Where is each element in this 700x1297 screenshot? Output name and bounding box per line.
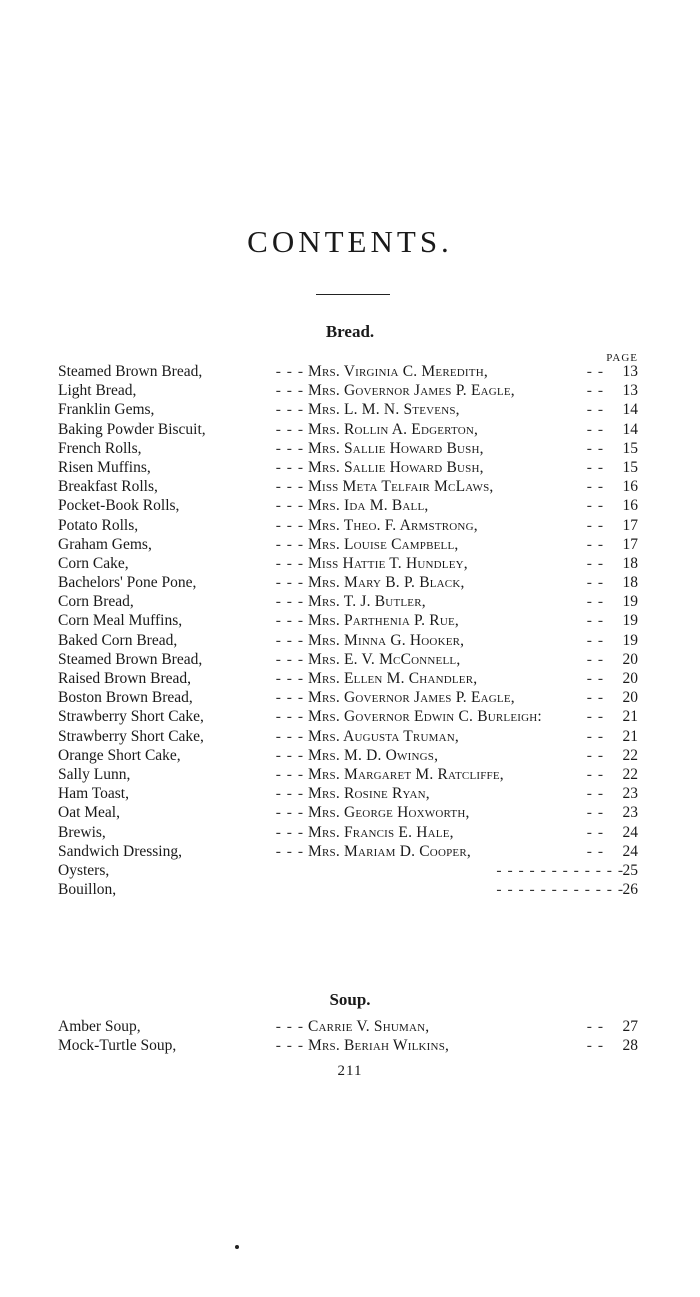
contributor-name: Mrs. Rosine Ryan, [308,785,430,803]
contributor-name: Mrs. Rollin A. Edgerton, [308,420,479,438]
dish-name: Brewis, [58,823,106,841]
leader-dashes: - - [586,458,604,476]
contributor-name: Miss Meta Telfair McLaws, [308,478,494,496]
page-number-entry: 24 [622,842,638,860]
leader-dashes: - - - [275,574,304,592]
contributor-name: Mrs. Louise Campbell, [308,535,459,553]
page-number-entry: 18 [622,554,638,572]
dish-name: Amber Soup, [58,1018,141,1035]
leader-dashes: - - - [275,785,304,803]
dish-name: Sally Lunn, [58,765,131,783]
leader-dashes: - - [586,535,604,553]
page-number-entry: 22 [622,746,638,764]
dish-name: Strawberry Short Cake, [58,708,204,726]
leader-dashes: - - - [275,727,304,745]
page-number-entry: 19 [622,631,638,649]
dish-name: Steamed Brown Bread, [58,363,203,380]
page-title: CONTENTS. [247,224,453,259]
contributor-name: Mrs. Sallie Howard Bush, [308,439,484,457]
toc-row [58,727,638,746]
leader-dashes: - - [586,708,604,726]
dish-name: Baking Powder Biscuit, [58,420,206,438]
leader-dashes: - - - [275,708,304,726]
leader-dashes: - - [586,478,604,496]
toc-row [58,420,638,439]
leader-dashes: - - [586,1037,604,1055]
toc-row [58,823,638,842]
title-rule [316,294,390,295]
toc-row [58,803,638,822]
contributor-name: Mrs. Augusta Truman, [308,727,459,745]
dish-name: Mock-Turtle Soup, [58,1037,177,1055]
leader-dashes: - - - [275,631,304,649]
leader-dashes: - - - [275,670,304,687]
page-number-entry: 21 [622,708,638,726]
leader-dashes: - - - [275,765,304,783]
leader-dashes: - - [586,765,604,783]
dish-name: Corn Cake, [58,554,129,572]
toc-row [58,381,638,400]
toc-row [58,516,638,535]
contributor-name: Mrs. Virginia C. Meredith, [308,363,488,380]
leader-dashes: - - - [275,650,304,668]
toc-row [58,573,638,592]
page-number-entry: 20 [622,650,638,668]
leader-dashes: - - [586,842,604,860]
leader-dashes: - - - - - - - - - - - - [496,861,624,879]
toc-row [58,650,638,669]
dish-name: Light Bread, [58,382,137,400]
page-number-entry: 16 [622,497,638,515]
dish-name: Raised Brown Bread, [58,670,192,687]
contributor-name: Mrs. M. D. Owings, [308,746,439,764]
dish-name: Bouillon, [58,881,117,899]
toc-row [58,746,638,765]
leader-dashes: - - [586,363,604,380]
page-number-entry: 20 [622,670,638,687]
contributor-name: Mrs. Francis E. Hale, [308,823,454,841]
page-number-entry: 16 [622,478,638,496]
leader-dashes: - - [586,785,604,803]
leader-dashes: - - [586,746,604,764]
leader-dashes: - - [586,823,604,841]
page-number-entry: 26 [622,881,638,899]
dish-name: Steamed Brown Bread, [58,650,203,668]
page-number-entry: 13 [622,382,638,400]
toc-row [58,1017,638,1036]
contributor-name: Mrs. Parthenia P. Rue, [308,612,459,630]
contributor-name: Mrs. Minna G. Hooker, [308,631,465,649]
dish-name: Baked Corn Bread, [58,631,178,649]
dish-name: Pocket-Book Rolls, [58,497,180,515]
contributor-name: Mrs. T. J. Butler, [308,593,426,611]
toc-row [58,861,638,880]
contributor-name: Mrs. Governor James P. Eagle, [308,382,515,400]
section-heading-bread: Bread. [325,322,375,341]
leader-dashes: - - - [275,593,304,611]
contributor-name: Mrs. Ida M. Ball, [308,497,429,515]
bread-contents-list [58,362,638,899]
section-heading-soup: Soup. [329,990,371,1009]
leader-dashes: - - - [275,382,304,400]
page-number-entry: 14 [622,420,638,438]
leader-dashes: - - - [275,804,304,822]
page-number-entry: 24 [622,823,638,841]
leader-dashes: - - - [275,363,304,380]
leader-dashes: - - [586,1018,604,1035]
contributor-name: Mrs. Theo. F. Armstrong, [308,516,478,534]
toc-row [58,554,638,573]
dish-name: Bachelors' Pone Pone, [58,574,197,592]
page-number-entry: 25 [622,861,638,879]
contributor-name: Carrie V. Shuman, [308,1018,430,1035]
toc-row [58,477,638,496]
contributor-name: Mrs. Sallie Howard Bush, [308,458,484,476]
leader-dashes: - - [586,420,604,438]
toc-row [58,669,638,688]
leader-dashes: - - [586,439,604,457]
contributor-name: Mrs. E. V. McConnell, [308,650,461,668]
toc-row [58,784,638,803]
contributor-name: Miss Hattie T. Hundley, [308,554,468,572]
dish-name: Oat Meal, [58,804,120,822]
leader-dashes: - - - [275,842,304,860]
leader-dashes: - - - [275,401,304,419]
leader-dashes: - - - [275,554,304,572]
toc-row [58,880,638,899]
toc-row [58,362,638,381]
leader-dashes: - - [586,497,604,515]
toc-row [58,458,638,477]
page-number: 211 [337,1063,363,1079]
print-speck [235,1245,239,1249]
contributor-name: Mrs. Governor Edwin C. Burleigh: [308,708,542,726]
page-number-entry: 27 [622,1018,638,1035]
leader-dashes: - - [586,574,604,592]
page-number-entry: 13 [622,363,638,380]
dish-name: Orange Short Cake, [58,746,181,764]
leader-dashes: - - [586,516,604,534]
page-number-entry: 17 [622,535,638,553]
leader-dashes: - - [586,382,604,400]
page-number-entry: 20 [622,689,638,707]
leader-dashes: - - - [275,689,304,707]
leader-dashes: - - - [275,746,304,764]
leader-dashes: - - - [275,497,304,515]
leader-dashes: - - [586,727,604,745]
toc-row [58,842,638,861]
page-column-label: PAGE [606,352,638,364]
leader-dashes: - - - [275,478,304,496]
page-number-entry: 28 [622,1037,638,1055]
page-number-entry: 21 [622,727,638,745]
leader-dashes: - - - - - - - - - - - - [496,881,624,899]
soup-contents-list [58,1017,638,1055]
contributor-name: Mrs. Mariam D. Cooper, [308,842,471,860]
contributor-name: Mrs. Governor James P. Eagle, [308,689,515,707]
dish-name: Potato Rolls, [58,516,139,534]
toc-row [58,1036,638,1055]
toc-row [58,439,638,458]
page-number-entry: 15 [622,458,638,476]
page-number-entry: 14 [622,401,638,419]
toc-row [58,611,638,630]
contributor-name: Mrs. L. M. N. Stevens, [308,401,460,419]
dish-name: Ham Toast, [58,785,129,803]
leader-dashes: - - [586,401,604,419]
leader-dashes: - - - [275,516,304,534]
leader-dashes: - - - [275,439,304,457]
leader-dashes: - - - [275,535,304,553]
toc-row [58,688,638,707]
page-number-entry: 22 [622,765,638,783]
leader-dashes: - - - [275,823,304,841]
dish-name: Franklin Gems, [58,401,155,419]
contributor-name: Mrs. Margaret M. Ratcliffe, [308,765,504,783]
leader-dashes: - - [586,804,604,822]
dish-name: Risen Muffins, [58,458,151,476]
contributor-name: Mrs. Ellen M. Chandler, [308,670,478,687]
leader-dashes: - - [586,612,604,630]
toc-row [58,765,638,784]
page-number-entry: 19 [622,612,638,630]
dish-name: Corn Bread, [58,593,134,611]
page-number-entry: 23 [622,785,638,803]
leader-dashes: - - [586,670,604,687]
page-number-entry: 23 [622,804,638,822]
contributor-name: Mrs. George Hoxworth, [308,804,470,822]
page-number-entry: 17 [622,516,638,534]
leader-dashes: - - [586,593,604,611]
leader-dashes: - - [586,631,604,649]
contributor-name: Mrs. Mary B. P. Black, [308,574,465,592]
page-number-entry: 19 [622,593,638,611]
dish-name: Strawberry Short Cake, [58,727,204,745]
contributor-name: Mrs. Beriah Wilkins, [308,1037,450,1055]
toc-row [58,631,638,650]
page-number-entry: 18 [622,574,638,592]
leader-dashes: - - - [275,1018,304,1035]
leader-dashes: - - - [275,1037,304,1055]
toc-row [58,400,638,419]
dish-name: Sandwich Dressing, [58,842,182,860]
toc-row [58,535,638,554]
dish-name: Graham Gems, [58,535,152,553]
leader-dashes: - - - [275,458,304,476]
page-number-entry: 15 [622,439,638,457]
dish-name: Corn Meal Muffins, [58,612,183,630]
leader-dashes: - - [586,689,604,707]
leader-dashes: - - [586,650,604,668]
dish-name: Boston Brown Bread, [58,689,193,707]
toc-row [58,496,638,515]
toc-row [58,707,638,726]
dish-name: French Rolls, [58,439,142,457]
toc-row [58,592,638,611]
leader-dashes: - - [586,554,604,572]
dish-name: Breakfast Rolls, [58,478,158,496]
leader-dashes: - - - [275,612,304,630]
dish-name: Oysters, [58,861,110,879]
leader-dashes: - - - [275,420,304,438]
